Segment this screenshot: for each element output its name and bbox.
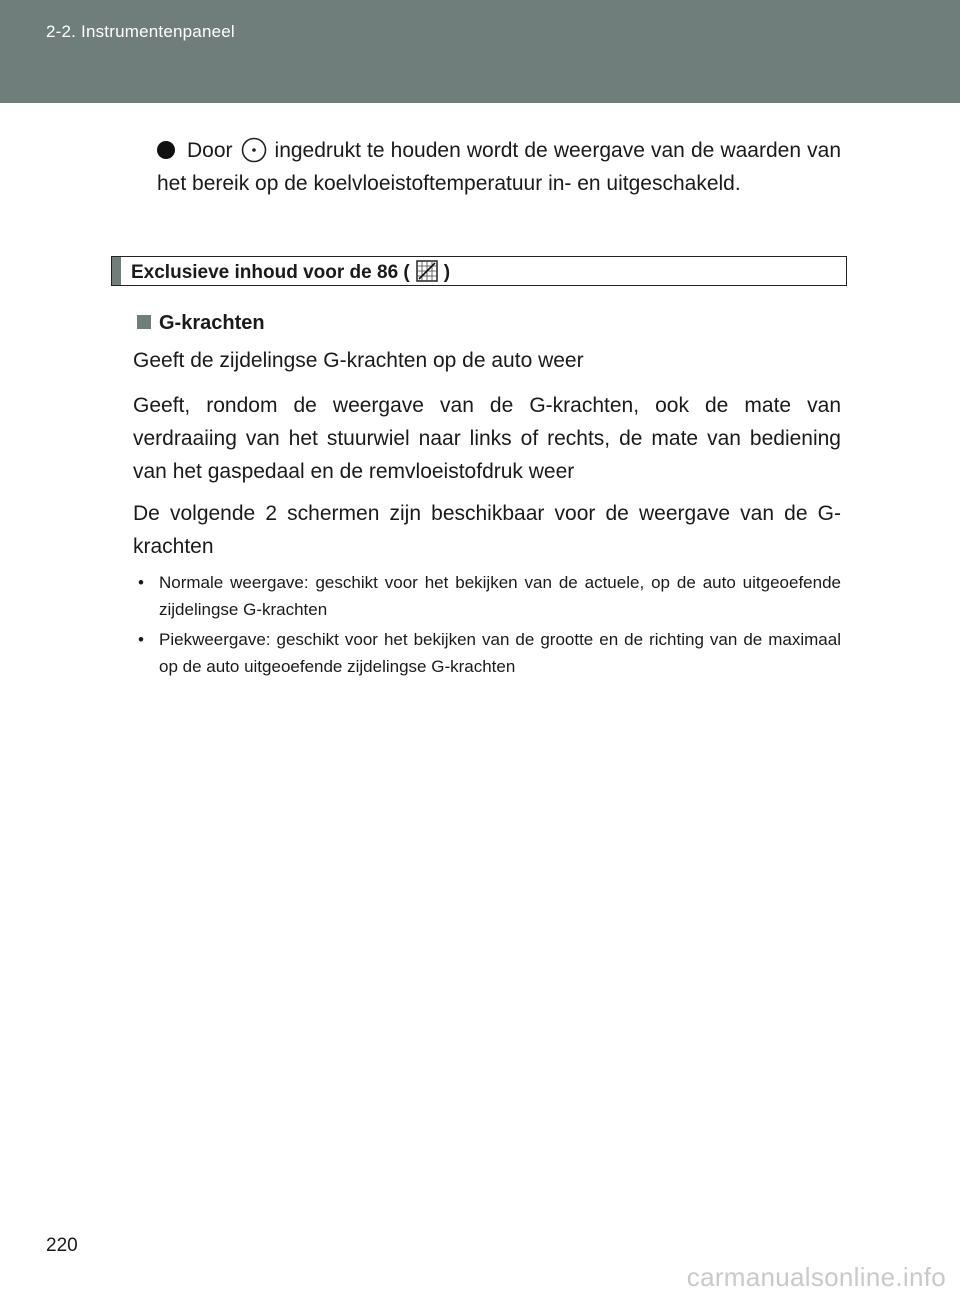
list-item-text: Piekweergave: geschikt voor het bekijken van de grootte en de richting van de maximaal op de auto uitgeoefende zijdelingse G-krachten bbox=[159, 630, 841, 676]
list-marker: • bbox=[138, 630, 144, 649]
paragraph-3: De volgende 2 schermen zijn beschikbaar voor de weergave van de G-krachten bbox=[133, 502, 841, 558]
watermark: carmanualsonline.info bbox=[686, 1262, 946, 1292]
section-title-end: ) bbox=[443, 262, 451, 283]
section-title-start: Exclusieve inhoud voor de 86 ( bbox=[131, 262, 410, 283]
subheading bbox=[137, 312, 265, 335]
paragraph-1: Geeft de zijdelingse G-krachten op de auto weer bbox=[133, 349, 584, 372]
page-number: 220 bbox=[46, 1235, 78, 1256]
list-item bbox=[138, 569, 841, 623]
screen-list bbox=[138, 569, 841, 683]
list-item bbox=[138, 626, 841, 680]
section-accent bbox=[112, 257, 121, 285]
subheading-text: G-krachten bbox=[159, 312, 265, 334]
section-heading-bar bbox=[111, 256, 847, 286]
bullet-text-rest: ingedrukt te houden wordt de weergave van de waarden van het bereik op de koelvloeistoftemperatuur in- en uitgeschakeld. bbox=[157, 139, 841, 195]
section-breadcrumb: 2-2. Instrumentenpaneel bbox=[46, 22, 235, 41]
page-header bbox=[0, 0, 960, 103]
select-button-icon bbox=[241, 137, 267, 163]
list-marker: • bbox=[138, 573, 144, 592]
paragraph-2: Geeft, rondom de weergave van de G-krachten, ook de mate van verdraaiing van het stuurwiel naar links of rechts, de mate van bediening van het gaspedaal en de remvloeistofdruk weer bbox=[133, 394, 841, 483]
model-86-icon bbox=[416, 260, 438, 282]
bullet-paragraph bbox=[157, 134, 841, 200]
bullet-text-start: Door bbox=[187, 139, 233, 162]
section-title bbox=[131, 260, 450, 284]
square-bullet-icon bbox=[137, 315, 151, 329]
list-item-text: Normale weergave: geschikt voor het bekijken van de actuele, op de auto uitgeoefende zijdelingse G-krachten bbox=[159, 573, 841, 619]
